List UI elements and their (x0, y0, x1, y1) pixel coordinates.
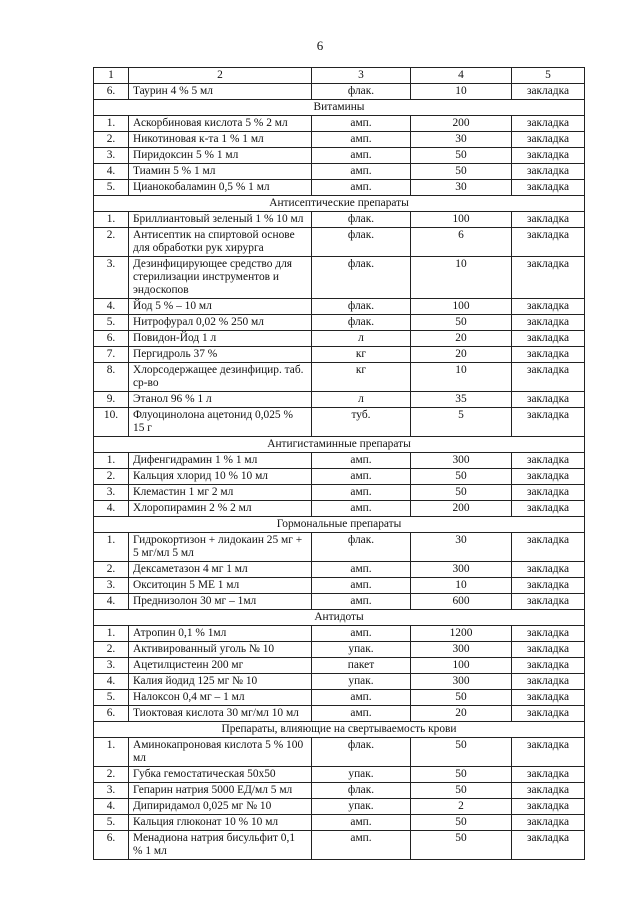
item-name-cell: Таурин 4 % 5 мл (129, 84, 312, 100)
unit-cell: упак. (312, 642, 411, 658)
note-cell: закладка (512, 116, 585, 132)
quantity-cell: 20 (411, 331, 512, 347)
item-number-cell: 4. (94, 299, 129, 315)
note-cell: закладка (512, 578, 585, 594)
quantity-cell: 20 (411, 347, 512, 363)
note-cell: закладка (512, 674, 585, 690)
unit-cell: амп. (312, 453, 411, 469)
item-name-cell: Цианокобаламин 0,5 % 1 мл (129, 180, 312, 196)
note-cell: закладка (512, 363, 585, 392)
table-row (94, 626, 585, 642)
quantity-cell: 300 (411, 674, 512, 690)
note-cell: закладка (512, 642, 585, 658)
note-cell: закладка (512, 562, 585, 578)
item-number-cell: 10. (94, 408, 129, 437)
item-name-cell: Менадиона натрия бисульфит 0,1 % 1 мл (129, 831, 312, 860)
medication-table-body (94, 68, 585, 860)
item-number-cell: 1. (94, 533, 129, 562)
table-row (94, 533, 585, 562)
column-number-row (94, 68, 585, 84)
unit-cell: амп. (312, 626, 411, 642)
table-row (94, 469, 585, 485)
item-number-cell: 5. (94, 315, 129, 331)
note-cell: закладка (512, 690, 585, 706)
unit-cell: флак. (312, 212, 411, 228)
table-row (94, 690, 585, 706)
item-name-cell: Йод 5 % – 10 мл (129, 299, 312, 315)
quantity-cell: 200 (411, 501, 512, 517)
item-number-cell: 3. (94, 148, 129, 164)
column-number-5: 5 (512, 68, 585, 84)
item-number-cell: 3. (94, 257, 129, 299)
unit-cell: амп. (312, 132, 411, 148)
table-row (94, 148, 585, 164)
unit-cell: флак. (312, 783, 411, 799)
item-name-cell: Активированный уголь № 10 (129, 642, 312, 658)
quantity-cell: 10 (411, 363, 512, 392)
unit-cell: упак. (312, 767, 411, 783)
table-row (94, 562, 585, 578)
note-cell: закладка (512, 626, 585, 642)
unit-cell: флак. (312, 315, 411, 331)
quantity-cell: 50 (411, 690, 512, 706)
note-cell: закладка (512, 132, 585, 148)
item-number-cell: 6. (94, 706, 129, 722)
quantity-cell: 50 (411, 148, 512, 164)
unit-cell: кг (312, 363, 411, 392)
section-header-row (94, 437, 585, 453)
note-cell: закладка (512, 783, 585, 799)
note-cell: закладка (512, 315, 585, 331)
item-number-cell: 2. (94, 642, 129, 658)
item-name-cell: Дипиридамол 0,025 мг № 10 (129, 799, 312, 815)
note-cell: закладка (512, 228, 585, 257)
quantity-cell: 600 (411, 594, 512, 610)
item-name-cell: Тиоктовая кислота 30 мг/мл 10 мл (129, 706, 312, 722)
unit-cell: флак. (312, 84, 411, 100)
unit-cell: амп. (312, 562, 411, 578)
item-number-cell: 3. (94, 783, 129, 799)
quantity-cell: 50 (411, 485, 512, 501)
column-number-2: 2 (129, 68, 312, 84)
note-cell: закладка (512, 180, 585, 196)
quantity-cell: 300 (411, 642, 512, 658)
quantity-cell: 50 (411, 767, 512, 783)
column-number-4: 4 (411, 68, 512, 84)
unit-cell: л (312, 331, 411, 347)
note-cell: закладка (512, 164, 585, 180)
item-number-cell: 1. (94, 212, 129, 228)
quantity-cell: 50 (411, 815, 512, 831)
table-row (94, 767, 585, 783)
item-number-cell: 6. (94, 831, 129, 860)
table-row (94, 783, 585, 799)
unit-cell: амп. (312, 831, 411, 860)
item-number-cell: 2. (94, 767, 129, 783)
item-number-cell: 2. (94, 562, 129, 578)
table-row (94, 132, 585, 148)
item-number-cell: 1. (94, 453, 129, 469)
item-name-cell: Кальция хлорид 10 % 10 мл (129, 469, 312, 485)
unit-cell: упак. (312, 674, 411, 690)
unit-cell: амп. (312, 116, 411, 132)
section-header-row (94, 196, 585, 212)
item-name-cell: Хлорсодержащее дезинфицир. таб. ср-во (129, 363, 312, 392)
section-title: Антидоты (94, 610, 585, 626)
note-cell: закладка (512, 799, 585, 815)
unit-cell: амп. (312, 815, 411, 831)
item-name-cell: Тиамин 5 % 1 мл (129, 164, 312, 180)
item-number-cell: 1. (94, 116, 129, 132)
table-row (94, 799, 585, 815)
item-name-cell: Никотиновая к-та 1 % 1 мл (129, 132, 312, 148)
note-cell: закладка (512, 485, 585, 501)
section-header-row (94, 100, 585, 116)
table-row (94, 347, 585, 363)
quantity-cell: 50 (411, 315, 512, 331)
quantity-cell: 50 (411, 831, 512, 860)
item-name-cell: Гепарин натрия 5000 ЕД/мл 5 мл (129, 783, 312, 799)
table-row (94, 738, 585, 767)
quantity-cell: 10 (411, 84, 512, 100)
item-name-cell: Бриллиантовый зеленый 1 % 10 мл (129, 212, 312, 228)
unit-cell: амп. (312, 485, 411, 501)
table-row (94, 212, 585, 228)
note-cell: закладка (512, 469, 585, 485)
item-name-cell: Окситоцин 5 МЕ 1 мл (129, 578, 312, 594)
table-row (94, 408, 585, 437)
quantity-cell: 1200 (411, 626, 512, 642)
unit-cell: амп. (312, 690, 411, 706)
table-row (94, 299, 585, 315)
note-cell: закладка (512, 706, 585, 722)
unit-cell: амп. (312, 469, 411, 485)
quantity-cell: 50 (411, 783, 512, 799)
item-name-cell: Губка гемостатическая 50х50 (129, 767, 312, 783)
note-cell: закладка (512, 533, 585, 562)
table-row (94, 831, 585, 860)
quantity-cell: 100 (411, 299, 512, 315)
item-name-cell: Аскорбиновая кислота 5 % 2 мл (129, 116, 312, 132)
table-row (94, 84, 585, 100)
quantity-cell: 2 (411, 799, 512, 815)
unit-cell: кг (312, 347, 411, 363)
item-number-cell: 2. (94, 228, 129, 257)
table-row (94, 363, 585, 392)
item-number-cell: 3. (94, 658, 129, 674)
quantity-cell: 30 (411, 132, 512, 148)
item-name-cell: Повидон-Йод 1 л (129, 331, 312, 347)
note-cell: закладка (512, 738, 585, 767)
item-number-cell: 6. (94, 84, 129, 100)
note-cell: закладка (512, 331, 585, 347)
unit-cell: амп. (312, 180, 411, 196)
table-row (94, 594, 585, 610)
item-name-cell: Атропин 0,1 % 1мл (129, 626, 312, 642)
table-row (94, 674, 585, 690)
item-name-cell: Аминокапроновая кислота 5 % 100 мл (129, 738, 312, 767)
item-number-cell: 4. (94, 164, 129, 180)
item-name-cell: Нитрофурал 0,02 % 250 мл (129, 315, 312, 331)
quantity-cell: 100 (411, 658, 512, 674)
item-number-cell: 9. (94, 392, 129, 408)
table-row (94, 706, 585, 722)
table-row (94, 392, 585, 408)
note-cell: закладка (512, 767, 585, 783)
table-row (94, 228, 585, 257)
note-cell: закладка (512, 84, 585, 100)
item-name-cell: Дезинфицирующее средство для стерилизации инструментов и эндоскопов (129, 257, 312, 299)
quantity-cell: 30 (411, 533, 512, 562)
unit-cell: флак. (312, 228, 411, 257)
item-name-cell: Клемастин 1 мг 2 мл (129, 485, 312, 501)
note-cell: закладка (512, 392, 585, 408)
unit-cell: амп. (312, 594, 411, 610)
quantity-cell: 35 (411, 392, 512, 408)
table-row (94, 331, 585, 347)
section-header-row (94, 517, 585, 533)
page-number: 6 (316, 38, 324, 53)
section-header-row (94, 722, 585, 738)
table-row (94, 116, 585, 132)
section-header-row (94, 610, 585, 626)
item-number-cell: 1. (94, 626, 129, 642)
table-row (94, 578, 585, 594)
quantity-cell: 10 (411, 578, 512, 594)
table-row (94, 501, 585, 517)
item-name-cell: Преднизолон 30 мг – 1мл (129, 594, 312, 610)
item-number-cell: 2. (94, 469, 129, 485)
unit-cell: пакет (312, 658, 411, 674)
table-row (94, 180, 585, 196)
note-cell: закладка (512, 212, 585, 228)
unit-cell: амп. (312, 164, 411, 180)
column-number-3: 3 (312, 68, 411, 84)
quantity-cell: 300 (411, 562, 512, 578)
item-name-cell: Пиридоксин 5 % 1 мл (129, 148, 312, 164)
section-title: Препараты, влияющие на свертываемость крови (94, 722, 585, 738)
unit-cell: упак. (312, 799, 411, 815)
note-cell: закладка (512, 815, 585, 831)
table-row (94, 658, 585, 674)
unit-cell: флак. (312, 299, 411, 315)
note-cell: закладка (512, 658, 585, 674)
item-number-cell: 7. (94, 347, 129, 363)
note-cell: закладка (512, 299, 585, 315)
section-title: Витамины (94, 100, 585, 116)
item-number-cell: 8. (94, 363, 129, 392)
item-number-cell: 5. (94, 180, 129, 196)
item-name-cell: Кальция глюконат 10 % 10 мл (129, 815, 312, 831)
item-number-cell: 5. (94, 815, 129, 831)
quantity-cell: 30 (411, 180, 512, 196)
note-cell: закладка (512, 831, 585, 860)
table-row (94, 642, 585, 658)
note-cell: закладка (512, 257, 585, 299)
quantity-cell: 200 (411, 116, 512, 132)
item-name-cell: Гидрокортизон + лидокаин 25 мг + 5 мг/мл 5 мл (129, 533, 312, 562)
item-name-cell: Ацетилцистеин 200 мг (129, 658, 312, 674)
note-cell: закладка (512, 594, 585, 610)
table-row (94, 257, 585, 299)
note-cell: закладка (512, 148, 585, 164)
medication-table (93, 67, 585, 860)
quantity-cell: 6 (411, 228, 512, 257)
item-name-cell: Хлоропирамин 2 % 2 мл (129, 501, 312, 517)
section-title: Антисептические препараты (94, 196, 585, 212)
quantity-cell: 50 (411, 738, 512, 767)
quantity-cell: 50 (411, 164, 512, 180)
section-title: Антигистаминные препараты (94, 437, 585, 453)
item-number-cell: 4. (94, 674, 129, 690)
item-number-cell: 1. (94, 738, 129, 767)
unit-cell: амп. (312, 578, 411, 594)
note-cell: закладка (512, 453, 585, 469)
item-number-cell: 5. (94, 690, 129, 706)
note-cell: закладка (512, 347, 585, 363)
unit-cell: л (312, 392, 411, 408)
item-name-cell: Флуоцинолона ацетонид 0,025 % 15 г (129, 408, 312, 437)
item-number-cell: 3. (94, 485, 129, 501)
table-row (94, 453, 585, 469)
item-name-cell: Пергидроль 37 % (129, 347, 312, 363)
table-row (94, 815, 585, 831)
item-name-cell: Дифенгидрамин 1 % 1 мл (129, 453, 312, 469)
table-row (94, 315, 585, 331)
item-number-cell: 4. (94, 501, 129, 517)
unit-cell: флак. (312, 533, 411, 562)
quantity-cell: 50 (411, 469, 512, 485)
quantity-cell: 100 (411, 212, 512, 228)
item-name-cell: Антисептик на спиртовой основе для обработки рук хирурга (129, 228, 312, 257)
unit-cell: амп. (312, 706, 411, 722)
unit-cell: туб. (312, 408, 411, 437)
item-number-cell: 3. (94, 578, 129, 594)
item-name-cell: Этанол 96 % 1 л (129, 392, 312, 408)
item-name-cell: Калия йодид 125 мг № 10 (129, 674, 312, 690)
column-number-1: 1 (94, 68, 129, 84)
item-number-cell: 2. (94, 132, 129, 148)
table-row (94, 485, 585, 501)
table-row (94, 164, 585, 180)
item-number-cell: 4. (94, 799, 129, 815)
quantity-cell: 5 (411, 408, 512, 437)
item-number-cell: 4. (94, 594, 129, 610)
item-name-cell: Дексаметазон 4 мг 1 мл (129, 562, 312, 578)
quantity-cell: 300 (411, 453, 512, 469)
item-name-cell: Налоксон 0,4 мг – 1 мл (129, 690, 312, 706)
section-title: Гормональные препараты (94, 517, 585, 533)
note-cell: закладка (512, 501, 585, 517)
unit-cell: флак. (312, 257, 411, 299)
unit-cell: амп. (312, 501, 411, 517)
quantity-cell: 20 (411, 706, 512, 722)
quantity-cell: 10 (411, 257, 512, 299)
item-number-cell: 6. (94, 331, 129, 347)
unit-cell: флак. (312, 738, 411, 767)
note-cell: закладка (512, 408, 585, 437)
unit-cell: амп. (312, 148, 411, 164)
